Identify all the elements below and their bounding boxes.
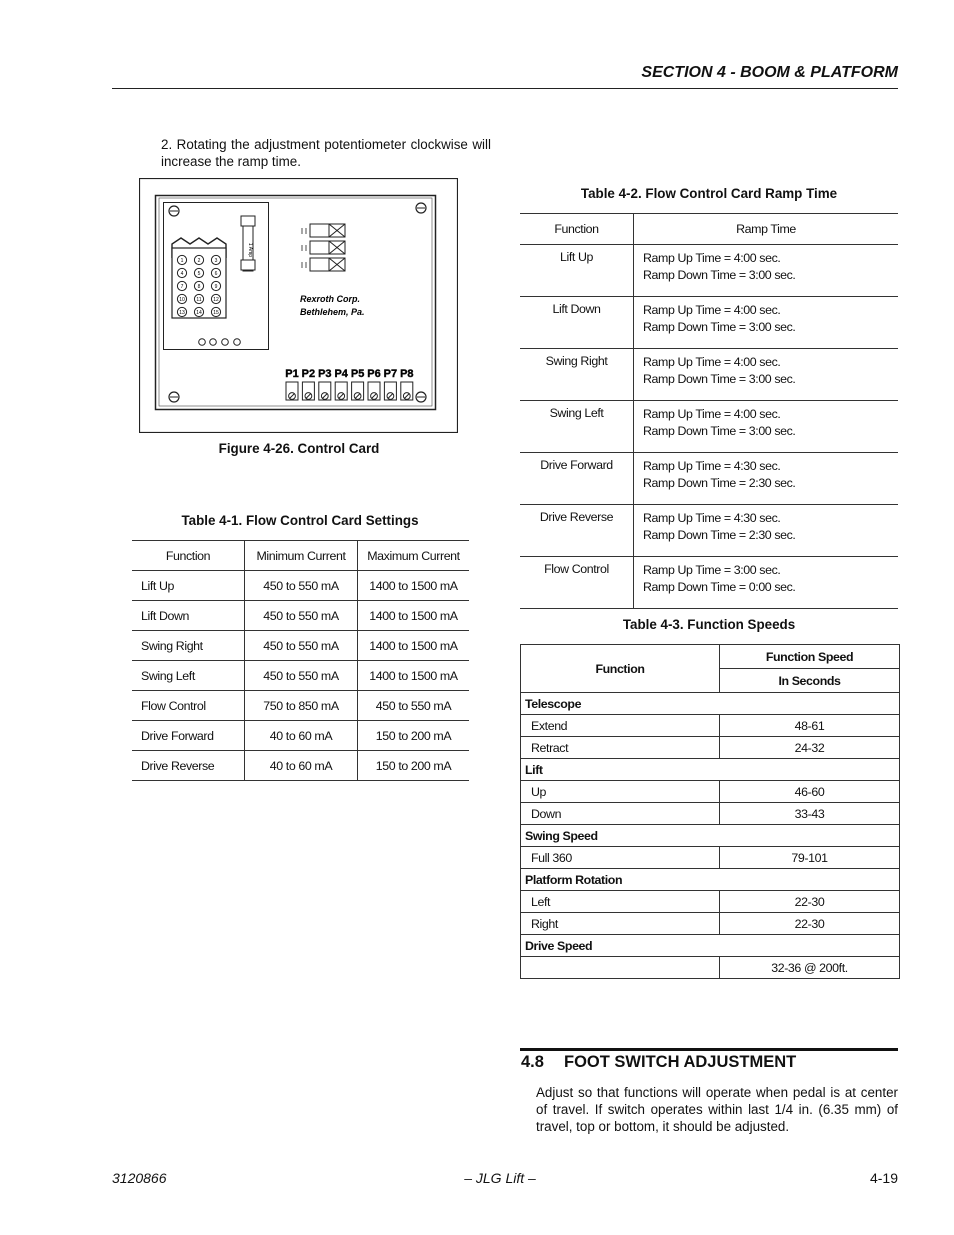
table-row	[520, 401, 898, 453]
connector-pin-label: 5	[197, 271, 201, 277]
cell-speed: 32-36 @ 200ft.	[720, 957, 900, 979]
footer-publisher: – JLG Lift –	[464, 1170, 536, 1186]
cell-function: Down	[521, 803, 720, 825]
cell-maximum-current: 1400 to 1500 mA	[358, 661, 470, 691]
control-card-drawing	[139, 178, 458, 433]
cell-maximum-current: 150 to 200 mA	[358, 751, 470, 781]
cell-maximum-current: 1400 to 1500 mA	[358, 601, 470, 631]
cell-function: Full 360	[521, 847, 720, 869]
table-header-row	[521, 645, 900, 669]
column-header-function-speed: Function Speed	[720, 645, 900, 669]
table-header-row	[520, 214, 898, 245]
cell-function: Lift Down	[520, 297, 634, 349]
group-label: Platform Rotation	[521, 869, 900, 891]
table-row	[132, 571, 469, 601]
group-row	[521, 869, 900, 891]
pot-label: P7	[383, 368, 398, 380]
cell-speed: 24-32	[720, 737, 900, 759]
table-row	[132, 751, 469, 781]
pot-label: P8	[400, 368, 414, 380]
column-header-ramp-time: Ramp Time	[634, 214, 899, 245]
cell-ramp-time	[634, 245, 899, 297]
group-label: Telescope	[521, 693, 900, 715]
table-row	[521, 781, 900, 803]
ramp-time-table	[520, 213, 898, 609]
table-row	[520, 245, 898, 297]
table-row	[132, 721, 469, 751]
fuse-label: 1 Amp	[247, 242, 253, 258]
cell-speed: 46-60	[720, 781, 900, 803]
cell-minimum-current: 450 to 550 mA	[245, 601, 358, 631]
intro-paragraph: 2. Rotating the adjustment potentiometer clockwise will increase the ramp time.	[161, 137, 491, 169]
group-row	[521, 693, 900, 715]
table-row	[521, 891, 900, 913]
pot-label: P4	[334, 368, 348, 380]
maker-line-1: Rexroth Corp.	[300, 294, 361, 304]
connector-pin-label: 1	[180, 258, 184, 264]
column-header-in-seconds: In Seconds	[720, 669, 900, 693]
connector-pin-label: 7	[180, 284, 184, 290]
table-row	[520, 349, 898, 401]
table-4-1-caption: Table 4-1. Flow Control Card Settings	[181, 513, 419, 528]
table-row	[132, 631, 469, 661]
ramp-up-time: Ramp Up Time = 4:00 sec.	[643, 355, 781, 369]
pot-label: P3	[318, 368, 332, 380]
column-header-minimum-current: Minimum Current	[245, 541, 358, 571]
ramp-up-time: Ramp Up Time = 4:30 sec.	[643, 459, 781, 473]
connector-pin-label: 13	[179, 310, 185, 316]
group-row	[521, 825, 900, 847]
cell-function: Flow Control	[520, 557, 634, 609]
cell-speed: 48-61	[720, 715, 900, 737]
cell-ramp-time	[634, 453, 899, 505]
ramp-up-time: Ramp Up Time = 4:00 sec.	[643, 251, 781, 265]
ramp-down-time: Ramp Down Time = 2:30 sec.	[643, 476, 796, 490]
connector-pin-label: 8	[197, 284, 201, 290]
cell-function: Lift Up	[132, 571, 245, 601]
column-header-function: Function	[520, 214, 634, 245]
group-label: Lift	[521, 759, 900, 781]
group-row	[521, 935, 900, 957]
section-rule	[520, 1048, 898, 1051]
function-speeds-table	[520, 644, 900, 979]
cell-ramp-time	[634, 349, 899, 401]
section-title: FOOT SWITCH ADJUSTMENT	[564, 1053, 797, 1071]
cell-ramp-time	[634, 297, 899, 349]
connector-pin-label: 12	[213, 297, 219, 303]
pot-label: P2	[301, 368, 316, 380]
cell-minimum-current: 40 to 60 mA	[245, 721, 358, 751]
table-4-3-caption: Table 4-3. Function Speeds	[622, 617, 796, 632]
cell-speed: 22-30	[720, 891, 900, 913]
cell-function: Lift Down	[132, 601, 245, 631]
cell-function: Drive Reverse	[520, 505, 634, 557]
cell-speed: 22-30	[720, 913, 900, 935]
cell-speed: 33-43	[720, 803, 900, 825]
cell-function: Swing Left	[520, 401, 634, 453]
table-row	[520, 297, 898, 349]
column-header-maximum-current: Maximum Current	[358, 541, 470, 571]
cell-ramp-time	[634, 505, 899, 557]
header-rule	[112, 88, 898, 89]
connector-pins	[177, 255, 220, 316]
cell-function: Flow Control	[132, 691, 245, 721]
pot-label: P6	[367, 368, 381, 380]
connector-pin-label: 9	[214, 284, 218, 290]
cell-function: Right	[521, 913, 720, 935]
table-header-row	[132, 541, 469, 571]
table-row	[520, 505, 898, 557]
cell-function: Swing Right	[520, 349, 634, 401]
cell-function: Swing Left	[132, 661, 245, 691]
ramp-down-time: Ramp Down Time = 3:00 sec.	[643, 424, 796, 438]
cell-minimum-current: 450 to 550 mA	[245, 571, 358, 601]
group-label: Swing Speed	[521, 825, 900, 847]
table-row	[521, 715, 900, 737]
flow-control-settings-table	[132, 540, 469, 781]
connector-pin-label: 3	[214, 258, 218, 264]
table-row	[521, 737, 900, 759]
control-card-figure	[139, 178, 458, 433]
section-body: Adjust so that functions will operate when pedal is at center of travel. If switch operates within last 1/4 in. (6.35 mm) of travel, top or bottom, it should be adjusted.	[536, 1085, 898, 1134]
ramp-down-time: Ramp Down Time = 3:00 sec.	[643, 320, 796, 334]
ramp-up-time: Ramp Up Time = 4:00 sec.	[643, 407, 781, 421]
connector-pin-label: 6	[214, 271, 218, 277]
cell-maximum-current: 1400 to 1500 mA	[358, 571, 470, 601]
cell-function: Lift Up	[520, 245, 634, 297]
cell-minimum-current: 450 to 550 mA	[245, 661, 358, 691]
maker-line-2: Bethlehem, Pa.	[300, 307, 365, 317]
cell-minimum-current: 750 to 850 mA	[245, 691, 358, 721]
footer-document-number: 3120866	[112, 1170, 167, 1186]
cell-maximum-current: 1400 to 1500 mA	[358, 631, 470, 661]
pot-label: P5	[350, 368, 365, 380]
table-4-2-caption: Table 4-2. Flow Control Card Ramp Time	[580, 186, 838, 201]
cell-function: Drive Forward	[520, 453, 634, 505]
cell-function: Retract	[521, 737, 720, 759]
pot-label: P1	[285, 368, 299, 380]
connector-pin-label: 10	[179, 297, 185, 303]
cell-ramp-time	[634, 401, 899, 453]
ramp-up-time: Ramp Up Time = 4:00 sec.	[643, 303, 781, 317]
connector-pin-label: 14	[196, 310, 202, 316]
connector-pin-label: 15	[213, 310, 219, 316]
ramp-up-time: Ramp Up Time = 3:00 sec.	[643, 563, 781, 577]
table-row	[521, 913, 900, 935]
table-row	[521, 847, 900, 869]
column-header-function: Function	[521, 645, 720, 693]
group-label: Drive Speed	[521, 935, 900, 957]
section-number: 4.8	[521, 1053, 544, 1071]
group-row	[521, 759, 900, 781]
cell-maximum-current: 150 to 200 mA	[358, 721, 470, 751]
ramp-down-time: Ramp Down Time = 3:00 sec.	[643, 372, 796, 386]
cell-function: Extend	[521, 715, 720, 737]
ramp-down-time: Ramp Down Time = 2:30 sec.	[643, 528, 796, 542]
column-header-function: Function	[132, 541, 245, 571]
cell-ramp-time	[634, 557, 899, 609]
cell-minimum-current: 450 to 550 mA	[245, 631, 358, 661]
ramp-up-time: Ramp Up Time = 4:30 sec.	[643, 511, 781, 525]
cell-function: Swing Right	[132, 631, 245, 661]
connector-pin-label: 11	[196, 297, 202, 303]
table-row	[521, 957, 900, 979]
figure-caption: Figure 4-26. Control Card	[218, 441, 380, 456]
table-row	[132, 691, 469, 721]
cell-speed: 79-101	[720, 847, 900, 869]
table-row	[520, 453, 898, 505]
table-row	[132, 661, 469, 691]
cell-function	[521, 957, 720, 979]
footer-page-number: 4-19	[869, 1170, 898, 1186]
cell-maximum-current: 450 to 550 mA	[358, 691, 470, 721]
cell-function: Up	[521, 781, 720, 803]
connector-pin-label: 2	[197, 258, 201, 264]
table-row	[521, 803, 900, 825]
cell-function: Drive Forward	[132, 721, 245, 751]
cell-function: Left	[521, 891, 720, 913]
table-row	[520, 557, 898, 609]
section-header-title: SECTION 4 - BOOM & PLATFORM	[641, 64, 898, 81]
cell-function: Drive Reverse	[132, 751, 245, 781]
cell-minimum-current: 40 to 60 mA	[245, 751, 358, 781]
ramp-down-time: Ramp Down Time = 0:00 sec.	[643, 580, 796, 594]
ramp-down-time: Ramp Down Time = 3:00 sec.	[643, 268, 796, 282]
connector-pin-label: 4	[180, 271, 184, 277]
table-row	[132, 601, 469, 631]
